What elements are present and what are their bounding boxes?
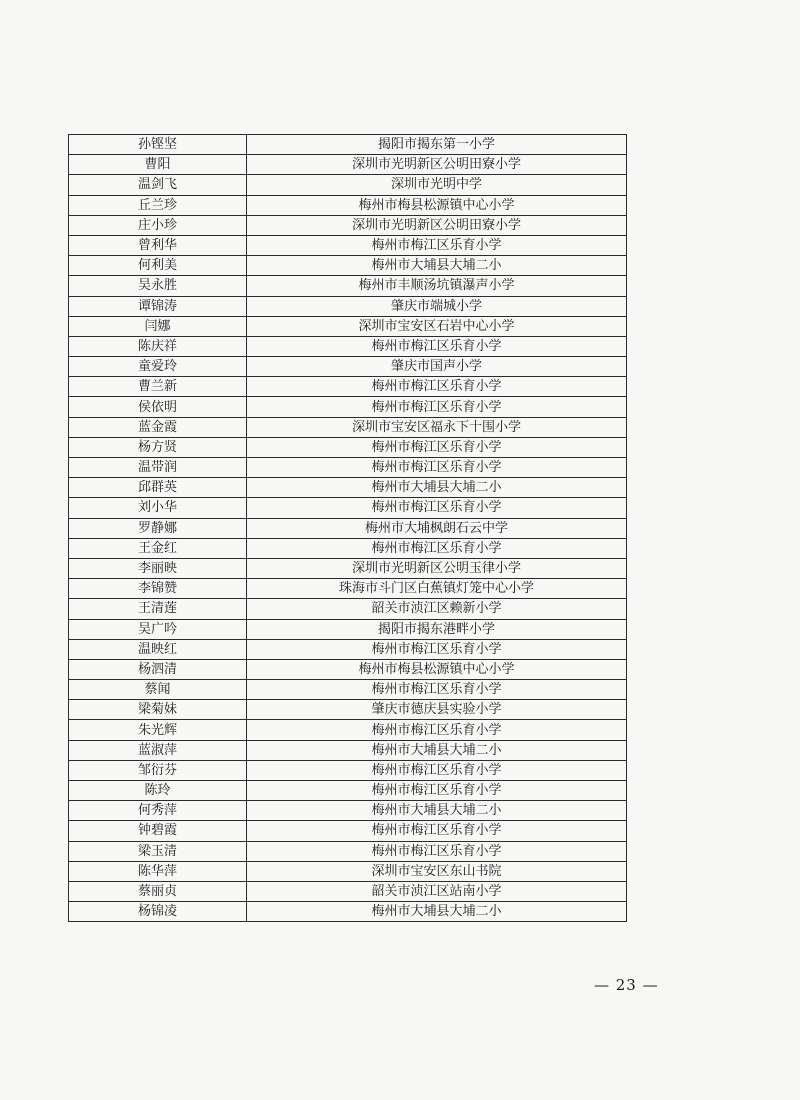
school-name-cell: 梅州市梅江区乐育小学 <box>247 720 627 740</box>
person-name-cell: 曹阳 <box>69 155 247 175</box>
school-name-cell: 梅州市梅江区乐育小学 <box>247 760 627 780</box>
table-row <box>69 861 627 881</box>
person-name-cell: 邹衍芬 <box>69 760 247 780</box>
person-name-cell: 钟碧霞 <box>69 821 247 841</box>
person-name-cell: 陈华萍 <box>69 861 247 881</box>
person-name-cell: 蓝淑萍 <box>69 740 247 760</box>
school-name-cell: 梅州市梅县松源镇中心小学 <box>247 195 627 215</box>
school-name-cell: 梅州市梅江区乐育小学 <box>247 437 627 457</box>
school-name-cell: 深圳市光明新区公明田寮小学 <box>247 215 627 235</box>
school-name-cell: 梅州市梅江区乐育小学 <box>247 458 627 478</box>
table-row <box>69 215 627 235</box>
table-row <box>69 498 627 518</box>
school-name-cell: 梅州市丰顺汤坑镇瀑声小学 <box>247 276 627 296</box>
table-row <box>69 881 627 901</box>
school-name-cell: 梅州市梅江区乐育小学 <box>247 821 627 841</box>
school-name-cell: 梅州市梅县松源镇中心小学 <box>247 659 627 679</box>
person-name-cell: 杨泗清 <box>69 659 247 679</box>
person-name-cell: 吴广吟 <box>69 619 247 639</box>
table-row <box>69 336 627 356</box>
school-name-cell: 深圳市宝安区福永下十围小学 <box>247 417 627 437</box>
table-row <box>69 579 627 599</box>
table-row <box>69 135 627 155</box>
school-name-cell: 梅州市梅江区乐育小学 <box>247 680 627 700</box>
person-name-cell: 闫娜 <box>69 316 247 336</box>
school-name-cell: 肇庆市国声小学 <box>247 357 627 377</box>
person-name-cell: 孙铿坚 <box>69 135 247 155</box>
school-name-cell: 肇庆市端城小学 <box>247 296 627 316</box>
person-name-cell: 李锦赞 <box>69 579 247 599</box>
school-name-cell: 韶关市浈江区赖新小学 <box>247 599 627 619</box>
school-name-cell: 梅州市梅江区乐育小学 <box>247 498 627 518</box>
table-row <box>69 760 627 780</box>
person-name-cell: 温映红 <box>69 639 247 659</box>
person-name-cell: 丘兰珍 <box>69 195 247 215</box>
school-name-cell: 梅州市梅江区乐育小学 <box>247 639 627 659</box>
table-row <box>69 538 627 558</box>
person-name-cell: 朱光辉 <box>69 720 247 740</box>
person-name-cell: 杨锦凌 <box>69 902 247 922</box>
person-name-cell: 李丽映 <box>69 558 247 578</box>
person-name-cell: 梁菊妹 <box>69 700 247 720</box>
table-row <box>69 740 627 760</box>
school-name-cell: 深圳市宝安区东山书院 <box>247 861 627 881</box>
person-name-cell: 温剑飞 <box>69 175 247 195</box>
person-name-cell: 谭锦涛 <box>69 296 247 316</box>
school-name-cell: 梅州市大埔县大埔二小 <box>247 740 627 760</box>
table-row <box>69 357 627 377</box>
table-row <box>69 417 627 437</box>
school-name-cell: 梅州市大埔枫朗石云中学 <box>247 518 627 538</box>
school-name-cell: 梅州市梅江区乐育小学 <box>247 377 627 397</box>
table-row <box>69 599 627 619</box>
person-name-cell: 邱群英 <box>69 478 247 498</box>
table-row <box>69 518 627 538</box>
table-row <box>69 316 627 336</box>
person-name-cell: 王清莲 <box>69 599 247 619</box>
table-row <box>69 296 627 316</box>
table-row <box>69 781 627 801</box>
school-name-cell: 韶关市浈江区站南小学 <box>247 881 627 901</box>
table-row <box>69 235 627 255</box>
table-row <box>69 558 627 578</box>
school-name-cell: 深圳市宝安区石岩中心小学 <box>247 316 627 336</box>
school-name-cell: 珠海市斗门区白蕉镇灯笼中心小学 <box>247 579 627 599</box>
person-name-cell: 罗静娜 <box>69 518 247 538</box>
person-name-cell: 曹兰新 <box>69 377 247 397</box>
school-name-cell: 梅州市梅江区乐育小学 <box>247 336 627 356</box>
school-name-cell: 梅州市大埔县大埔二小 <box>247 256 627 276</box>
table-row <box>69 680 627 700</box>
person-name-cell: 蔡闻 <box>69 680 247 700</box>
school-name-cell: 梅州市大埔县大埔二小 <box>247 478 627 498</box>
table-row <box>69 458 627 478</box>
table-row <box>69 155 627 175</box>
school-name-cell: 肇庆市德庆县实验小学 <box>247 700 627 720</box>
table-row <box>69 902 627 922</box>
table-row <box>69 659 627 679</box>
school-name-cell: 深圳市光明新区公明玉律小学 <box>247 558 627 578</box>
person-name-cell: 蔡丽贞 <box>69 881 247 901</box>
person-name-cell: 吴永胜 <box>69 276 247 296</box>
page-number: — 23 — <box>594 976 659 994</box>
table-row <box>69 195 627 215</box>
table-row <box>69 821 627 841</box>
school-name-cell: 梅州市大埔县大埔二小 <box>247 801 627 821</box>
table-row <box>69 276 627 296</box>
school-name-cell: 梅州市梅江区乐育小学 <box>247 781 627 801</box>
table-row <box>69 639 627 659</box>
table-row <box>69 700 627 720</box>
table-row <box>69 841 627 861</box>
person-name-cell: 陈玲 <box>69 781 247 801</box>
person-name-cell: 庄小珍 <box>69 215 247 235</box>
school-name-cell: 梅州市梅江区乐育小学 <box>247 538 627 558</box>
person-name-cell: 温带润 <box>69 458 247 478</box>
table-row <box>69 619 627 639</box>
school-name-cell: 深圳市光明中学 <box>247 175 627 195</box>
table-row <box>69 801 627 821</box>
table-row <box>69 437 627 457</box>
school-name-cell: 梅州市梅江区乐育小学 <box>247 841 627 861</box>
school-name-cell: 梅州市大埔县大埔二小 <box>247 902 627 922</box>
table-row <box>69 397 627 417</box>
school-name-cell: 梅州市梅江区乐育小学 <box>247 397 627 417</box>
person-name-cell: 何利美 <box>69 256 247 276</box>
table-row <box>69 720 627 740</box>
roster-table <box>68 134 627 922</box>
person-name-cell: 梁玉清 <box>69 841 247 861</box>
school-name-cell: 梅州市梅江区乐育小学 <box>247 235 627 255</box>
person-name-cell: 曾利华 <box>69 235 247 255</box>
school-name-cell: 深圳市光明新区公明田寮小学 <box>247 155 627 175</box>
table-row <box>69 256 627 276</box>
roster-table-body <box>69 135 627 922</box>
table-row <box>69 377 627 397</box>
table-row <box>69 478 627 498</box>
person-name-cell: 何秀萍 <box>69 801 247 821</box>
person-name-cell: 刘小华 <box>69 498 247 518</box>
person-name-cell: 蓝金霞 <box>69 417 247 437</box>
person-name-cell: 陈庆祥 <box>69 336 247 356</box>
person-name-cell: 侯依明 <box>69 397 247 417</box>
table-row <box>69 175 627 195</box>
person-name-cell: 童爱玲 <box>69 357 247 377</box>
person-name-cell: 王金红 <box>69 538 247 558</box>
school-name-cell: 揭阳市揭东港畔小学 <box>247 619 627 639</box>
school-name-cell: 揭阳市揭东第一小学 <box>247 135 627 155</box>
person-name-cell: 杨方贤 <box>69 437 247 457</box>
